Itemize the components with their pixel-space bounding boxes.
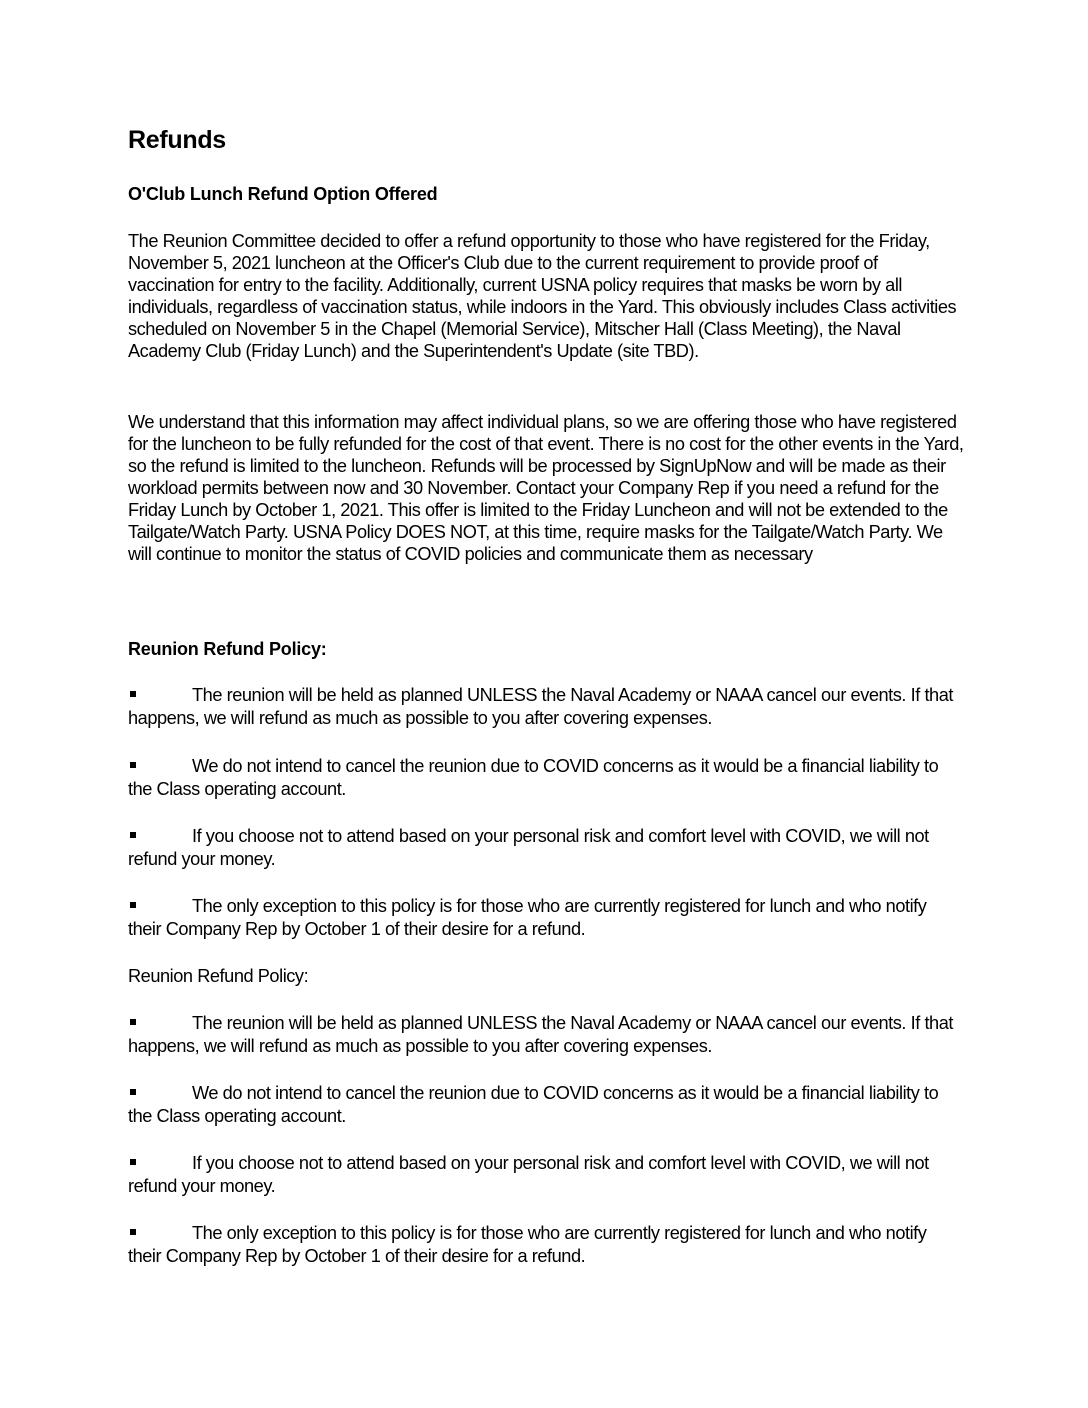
square-bullet-icon xyxy=(130,691,136,697)
square-bullet-icon xyxy=(130,1019,136,1025)
square-bullet-icon xyxy=(130,1089,136,1095)
page-title: Refunds xyxy=(128,126,226,154)
policy-list-item xyxy=(128,895,964,940)
square-bullet-icon xyxy=(130,1159,136,1165)
policy-list-item xyxy=(128,1012,964,1057)
policy-list-item xyxy=(128,684,964,729)
policy-item-text: The only exception to this policy is for those who are currently registered for lunch and who notify their Company Rep by October 1 of their desire for a refund. xyxy=(128,896,927,939)
policy-list-item xyxy=(128,755,964,800)
policy-item-text: We do not intend to cancel the reunion due to COVID concerns as it would be a financial liability to the Class operating account. xyxy=(128,1083,939,1126)
square-bullet-icon xyxy=(130,832,136,838)
policy-item-text: The reunion will be held as planned UNLESS the Naval Academy or NAAA cancel our events. If that happens, we will refund as much as possible to you after covering expenses. xyxy=(128,1013,953,1056)
paragraph-refund-offer: The Reunion Committee decided to offer a refund opportunity to those who have registered for the Friday, November 5, 2021 luncheon at the Officer's Club due to the current requirement to provide proof of vaccination for entry to the facility. Additionally, current USNA policy requires that masks be worn by all individuals, regardless of vaccination status, while indoors in the Yard. This obviously includes Class activities scheduled on November 5 in the Chapel (Memorial Service), Mitscher Hall (Class Meeting), the Naval Academy Club (Friday Lunch) and the Superintendent's Update (site TBD). xyxy=(128,231,957,361)
square-bullet-icon xyxy=(130,1229,136,1235)
policy-list-item xyxy=(128,1152,964,1197)
policy-item-text: The only exception to this policy is for those who are currently registered for lunch and who notify their Company Rep by October 1 of their desire for a refund. xyxy=(128,1223,927,1266)
policy-list-item xyxy=(128,825,964,870)
square-bullet-icon xyxy=(130,902,136,908)
policy-item-text: The reunion will be held as planned UNLESS the Naval Academy or NAAA cancel our events. If that happens, we will refund as much as possible to you after covering expenses. xyxy=(128,685,953,728)
section-heading-oclub-refund: O'Club Lunch Refund Option Offered xyxy=(128,184,438,204)
square-bullet-icon xyxy=(130,762,136,768)
section-heading-refund-policy: Reunion Refund Policy: xyxy=(128,639,327,659)
policy-list-item xyxy=(128,1082,964,1127)
section-heading-refund-policy-repeat: Reunion Refund Policy: xyxy=(128,966,309,986)
paragraph-refund-details: We understand that this information may affect individual plans, so we are offering those who have registered for the luncheon to be fully refunded for the cost of that event. There is no cost for the other events in the Yard, so the refund is limited to the luncheon. Refunds will be processed by SignUpNow and will be made as their workload permits between now and 30 November. Contact your Company Rep if you need a refund for the Friday Lunch by October 1, 2021. This offer is limited to the Friday Luncheon and will not be extended to the Tailgate/Watch Party. USNA Policy DOES NOT, at this time, require masks for the Tailgate/Watch Party. We will continue to monitor the status of COVID policies and communicate them as necessary xyxy=(128,412,964,564)
policy-item-text: We do not intend to cancel the reunion due to COVID concerns as it would be a financial liability to the Class operating account. xyxy=(128,756,939,799)
policy-list-item xyxy=(128,1222,964,1267)
policy-item-text: If you choose not to attend based on your personal risk and comfort level with COVID, we will not refund your money. xyxy=(128,1153,929,1196)
policy-item-text: If you choose not to attend based on your personal risk and comfort level with COVID, we will not refund your money. xyxy=(128,826,929,869)
